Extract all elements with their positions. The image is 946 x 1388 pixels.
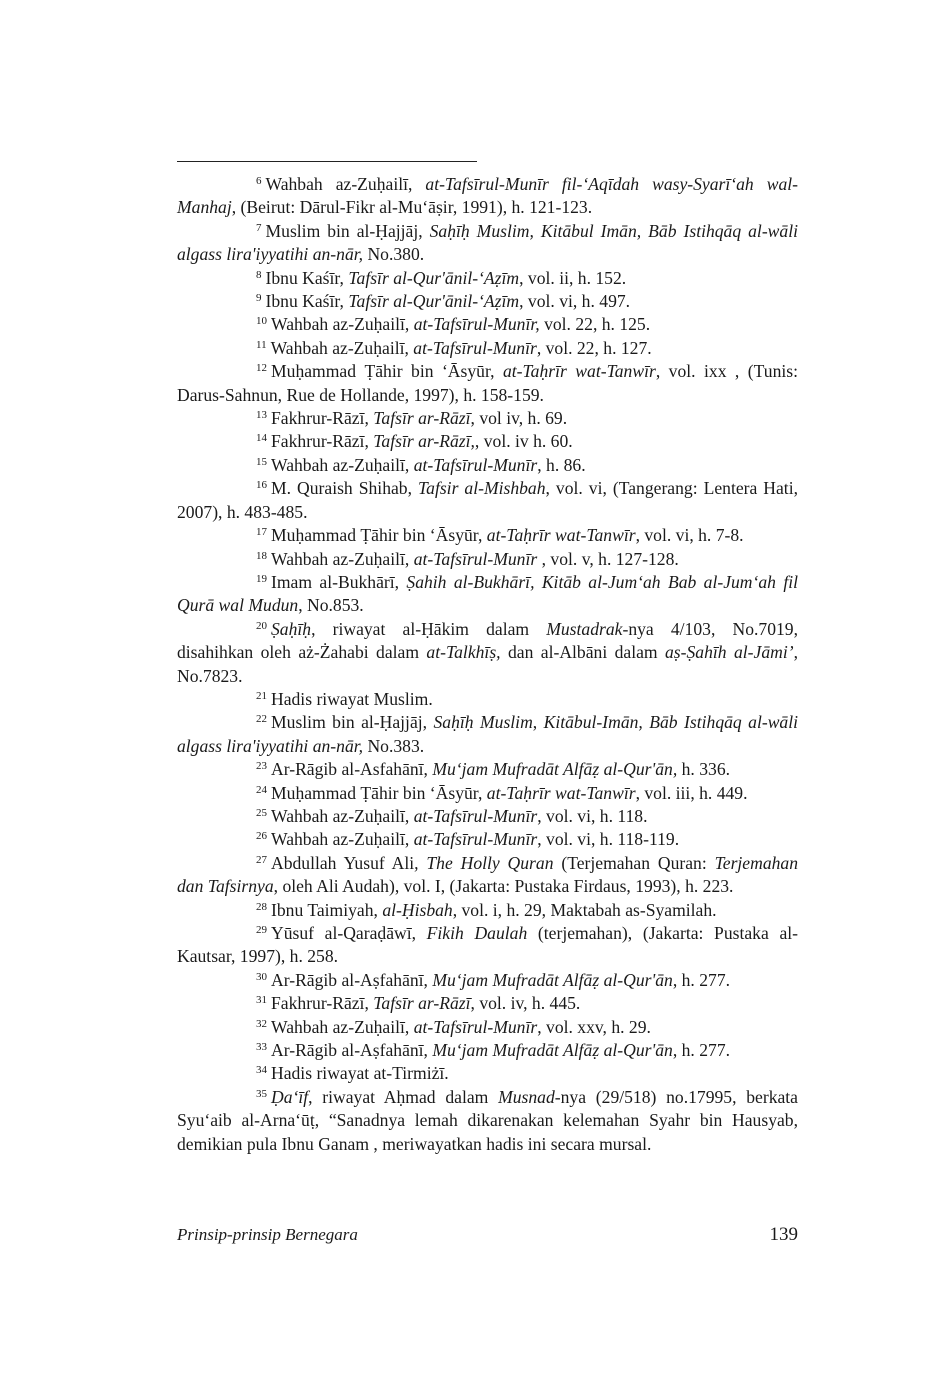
footnote-number: 17 <box>256 526 267 539</box>
footnote-text: Wahbah az-Zuḥailī, <box>271 1016 414 1037</box>
footnote-italic-text: at-Taḥrīr wat-Tanwīr <box>486 782 636 803</box>
footnote-text: , No.7823. <box>177 642 798 686</box>
footnote-text: Ibnu Kaśīr, <box>265 291 349 312</box>
footnote-number: 21 <box>256 689 267 702</box>
footnote-number: 9 <box>256 292 262 305</box>
footnote-italic-text: at-Tafsīrul-Munīr <box>413 829 538 850</box>
footnote-number: 10 <box>256 315 267 328</box>
footnote-text: (terjemahan), (Jakarta: Pustaka al-Kautsar, 1997), h. 258. <box>177 923 799 967</box>
footnote <box>177 711 798 758</box>
footnote-separator <box>177 161 477 162</box>
footnote-text: , No.853. <box>298 595 364 616</box>
footnote-italic-text: Mustadrak <box>546 618 623 639</box>
footnote-text: , vol iv, h. 69. <box>470 408 568 429</box>
footnote-text: , vol. ii, h. 152. <box>519 267 627 288</box>
footnote-italic-text: at-Tafsīrul-Munīr <box>413 1016 538 1037</box>
footnote-number: 19 <box>256 572 267 585</box>
footnote <box>177 782 798 805</box>
footnote-number: 35 <box>256 1087 267 1100</box>
footnote-text: Fakhrur-Rāzī, <box>271 408 374 429</box>
footnote <box>177 828 798 851</box>
footnote-text: Muḥammad Ṭāhir bin ‘Āsyūr, <box>271 525 487 546</box>
footnote-text: , vol. 22, h. 127. <box>536 337 652 358</box>
footnote-text: , vol. vi, h. 118-119. <box>537 829 680 850</box>
footnote <box>177 313 798 336</box>
footnote-italic-text: Tafsīr ar-Rāzī <box>373 408 471 429</box>
footnote-text: , vol. iii, h. 449. <box>635 782 748 803</box>
footnote-number: 24 <box>256 783 267 796</box>
footnote-text: , vol. iv h. 60. <box>474 431 573 452</box>
footnote-italic-text: at-Tafsīrul-Munīr fil-‘Aqīdah wasy-Syarī‘ah wal-Manhaj <box>177 174 798 218</box>
page-number: 139 <box>769 1224 798 1245</box>
footnote-number: 26 <box>256 830 267 843</box>
footnote-text: Yūsuf al-Qaraḍāwī, <box>271 923 427 943</box>
footnote-text: Wahbah az-Zuḥailī, <box>265 174 426 194</box>
footnotes-section <box>177 173 798 1156</box>
footnote <box>177 618 798 688</box>
footnote <box>177 454 798 477</box>
footnote-text: , riwayat Aḥmad dalam <box>308 1086 499 1107</box>
footnote-number: 30 <box>256 970 267 983</box>
page-footer <box>177 1223 798 1247</box>
footnote-italic-text: Mu‘jam Mufradāt Alfāẓ al-Qur'ān, <box>432 759 678 780</box>
footnote-italic-text: Mu‘jam Mufradāt Alfāẓ al-Qur'ān <box>432 1040 673 1061</box>
footnote-number: 7 <box>256 221 262 234</box>
footnote-text: Wahbah az-Zuḥailī, <box>271 805 414 826</box>
footnote-text: , vol. ixx , (Tunis: Darus-Sahnun, Rue de Hollande, 1997), h. 158-159. <box>177 361 798 405</box>
footnote-text: h. 336. <box>677 759 731 780</box>
footnote-italic-text: Musnad <box>498 1086 555 1107</box>
footnote-text: , vol. v, h. 127-128. <box>537 548 679 569</box>
footnote-number: 12 <box>256 362 267 375</box>
footnote-italic-text: aṣ-Ṣahīh al-Jāmi’ <box>665 642 794 663</box>
footnote-text: Ibnu Taimiyah, <box>271 899 383 920</box>
footnote <box>177 290 798 313</box>
footnote-number: 16 <box>256 479 267 492</box>
footnote-text: dan al-Albāni dalam <box>500 642 665 663</box>
footnote-text: Hadis riwayat at-Tirmiżī. <box>271 1063 449 1084</box>
footnote-text: , riwayat al-Ḥākim dalam <box>311 618 547 639</box>
footnote-text: Imam al-Bukhārī, <box>271 571 407 592</box>
footnote-number: 8 <box>256 268 262 281</box>
footnote-italic-text: Tafsīr al-Qur'ānil-‘Aẓīm <box>348 291 520 312</box>
footnote-italic-text: Ṣahih al-Bukhārī, Kitāb al-Jum‘ah Bab al-Jum‘ah fil Qurā wal Mudun <box>177 571 798 616</box>
footnote-number: 28 <box>256 900 267 913</box>
footnote-number: 13 <box>256 409 267 422</box>
footnote-italic-text: at-Tafsīrul-Munīr <box>413 337 537 358</box>
footnote-italic-text: Ḍa‘īf <box>271 1086 309 1107</box>
footnote-italic-text: , The Holly Quran <box>414 852 554 873</box>
footnote-text: Ar-Rāgib al-Aṣfahānī, <box>271 1040 433 1061</box>
footnote <box>177 852 798 899</box>
footnote-text: Ar-Rāgib al-Aṣfahānī, <box>271 969 433 990</box>
footnote <box>177 969 798 992</box>
footnote <box>177 430 798 453</box>
footnote <box>177 922 798 969</box>
footnote-text: Fakhrur-Rāzī, <box>271 431 374 452</box>
footnote <box>177 337 798 360</box>
footnote-text: -nya (29/518) no.17995, berkata Syu‘aib al-Arna‘ūṭ, “Sanadnya lemah dikarenakan kelemahan Syahr bin Hausyab, demikian pula Ibnu Ganam , meriwayatkan hadis ini secara mursal. <box>177 1086 798 1154</box>
footnote-text: No.380. <box>363 244 425 265</box>
footnote <box>177 220 798 267</box>
footnote-number: 22 <box>256 713 267 726</box>
footnote-text: , vol. vi, h. 118. <box>537 805 648 826</box>
footnote-text: Abdullah Yusuf Ali <box>271 852 415 873</box>
footnote-italic-text: Terjemahan dan Tafsirnya <box>177 852 799 897</box>
footnote-number: 6 <box>256 175 262 187</box>
footnote-italic-text: at-Tafsīrul-Munīr, <box>413 314 540 335</box>
footnote-text: M. Quraish Shihab, <box>271 478 418 499</box>
footnote <box>177 267 798 290</box>
footnote-italic-text: at-Taḥrīr wat-Tanwīr <box>486 525 636 546</box>
footnote-italic-text: Kitābul-Imān, Bāb Istihqāq al-wāli algass lira'iyyatihi an-nār, <box>177 712 798 756</box>
footnote <box>177 477 798 524</box>
footnote <box>177 688 798 711</box>
footnote <box>177 899 798 922</box>
footnote-italic-text: Mu‘jam Mufradāt Alfāẓ al-Qur'ān <box>432 969 673 990</box>
footnote-number: 20 <box>256 619 267 632</box>
footnote-text: Wahbah az-Zuḥailī, <box>270 337 414 358</box>
footnote <box>177 524 798 547</box>
footnote-text: Muslim bin al-Ḥajjāj, <box>265 220 430 241</box>
footnote-text: Wahbah az-Zuḥailī, <box>271 829 414 850</box>
footnote <box>177 1016 798 1039</box>
footnote-text: vol. 22, h. 125. <box>539 314 651 335</box>
footnote-text: , (Beirut: Dārul-Fikr al-Mu‘āṣir, 1991), h. 121-123. <box>231 197 593 218</box>
footnote-text: Wahbah az-Zuḥailī, <box>271 314 414 335</box>
footnote-italic-text: at-Taḥrīr wat-Tanwīr <box>502 361 656 382</box>
footnote-text: No.383. <box>363 735 425 756</box>
footnote-text: Hadis riwayat Muslim. <box>271 688 433 709</box>
footnote-text: Ibnu Kaśīr, <box>265 267 349 288</box>
footnote-italic-text: at-Talkhīṣ, <box>426 642 501 663</box>
footnote-text: , vol. i, h. 29, Maktabah as-Syamilah. <box>452 899 717 920</box>
footnote <box>177 1039 798 1062</box>
footnote <box>177 173 798 220</box>
footnote-text: , vol. iv, h. 445. <box>470 993 581 1014</box>
footnote-text: , vol. vi, (Tangerang: Lentera Hati, 2007), h. 483-485. <box>177 478 798 522</box>
footnote-number: 33 <box>256 1041 267 1054</box>
footnote-text: Wahbah az-Zuḥailī, <box>271 454 414 475</box>
footnote <box>177 1062 798 1085</box>
footnote-italic-text: Saḥīḥ Muslim, Kitābul Imān, Bāb Istihqāq al-wāli algass lira'iyyatihi an-nār, <box>177 220 798 265</box>
footnote-text: Ar-Rāgib al-Asfahānī, <box>271 759 433 780</box>
footnote-text: Wahbah az-Zuḥailī, <box>271 548 414 569</box>
footnote-italic-text: Ṣaḥīḥ <box>271 618 312 639</box>
running-footer-title: Prinsip-prinsip Bernegara <box>177 1225 358 1244</box>
footnote-number: 29 <box>256 924 267 936</box>
footnote <box>177 758 798 781</box>
footnote <box>177 407 798 430</box>
footnote-text: Muḥammad Ṭāhir bin ‘Āsyūr, <box>271 361 503 382</box>
footnote-text: , <box>532 712 544 733</box>
footnote-italic-text: Tafsīr ar-Rāzī, <box>373 431 475 452</box>
footnote-text: , vol. vi, h. 497. <box>519 291 631 312</box>
footnote <box>177 805 798 828</box>
footnote-text: Fakhrur-Rāzī, <box>271 993 374 1014</box>
footnote-text: , h. 86. <box>537 454 586 475</box>
footnote-number: 14 <box>256 432 267 445</box>
footnote-text: -nya 4/103, No.7019, disahihkan oleh aż-Żahabi dalam <box>177 618 798 663</box>
footnote-text: (Terjemahan Quran: <box>553 852 715 873</box>
footnote-text: , h. 277. <box>672 1040 731 1061</box>
footnote-number: 15 <box>256 455 267 468</box>
footnote-number: 23 <box>256 760 267 773</box>
footnote-number: 11 <box>256 338 267 351</box>
footnote <box>177 992 798 1015</box>
footnote-text: Muḥammad Ṭāhir bin ‘Āsyūr, <box>271 782 487 803</box>
footnote-italic-text: Saḥīḥ Muslim <box>433 712 533 733</box>
footnote-italic-text: at-Tafsīrul-Munīr <box>413 805 538 826</box>
footnote-number: 34 <box>256 1064 267 1077</box>
footnote-italic-text: Fikih Daulah <box>426 923 528 943</box>
footnote <box>177 548 798 571</box>
footnote-text: , vol. vi, h. 7-8. <box>635 525 744 546</box>
footnote-italic-text: at-Tafsīrul-Munīr <box>413 454 538 475</box>
footnote-number: 32 <box>256 1017 267 1030</box>
footnote-italic-text: al-Ḥisbah <box>382 899 453 920</box>
footnote-italic-text: at-Tafsīrul-Munīr <box>413 548 538 569</box>
footnote-italic-text: Tafsīr al-Qur'ānil-‘Aẓīm <box>348 267 520 288</box>
footnote-text: , oleh Ali Audah), vol. I, (Jakarta: Pustaka Firdaus, 1993), h. 223. <box>273 876 734 897</box>
footnote-text: Muslim bin al-Ḥajjāj, <box>271 712 434 733</box>
footnote <box>177 360 798 407</box>
footnote-italic-text: Tafsīr ar-Rāzī <box>373 993 471 1014</box>
footnote <box>177 1086 798 1156</box>
footnote-number: 27 <box>256 853 267 866</box>
footnote-italic-text: Tafsir al-Mishbah <box>417 478 546 499</box>
footnote <box>177 571 798 618</box>
footnote-number: 31 <box>256 994 267 1007</box>
footnote-number: 18 <box>256 549 267 562</box>
footnote-text: , h. 277. <box>672 969 731 990</box>
footnote-text: , vol. xxv, h. 29. <box>537 1016 651 1037</box>
footnote-number: 25 <box>256 806 267 819</box>
